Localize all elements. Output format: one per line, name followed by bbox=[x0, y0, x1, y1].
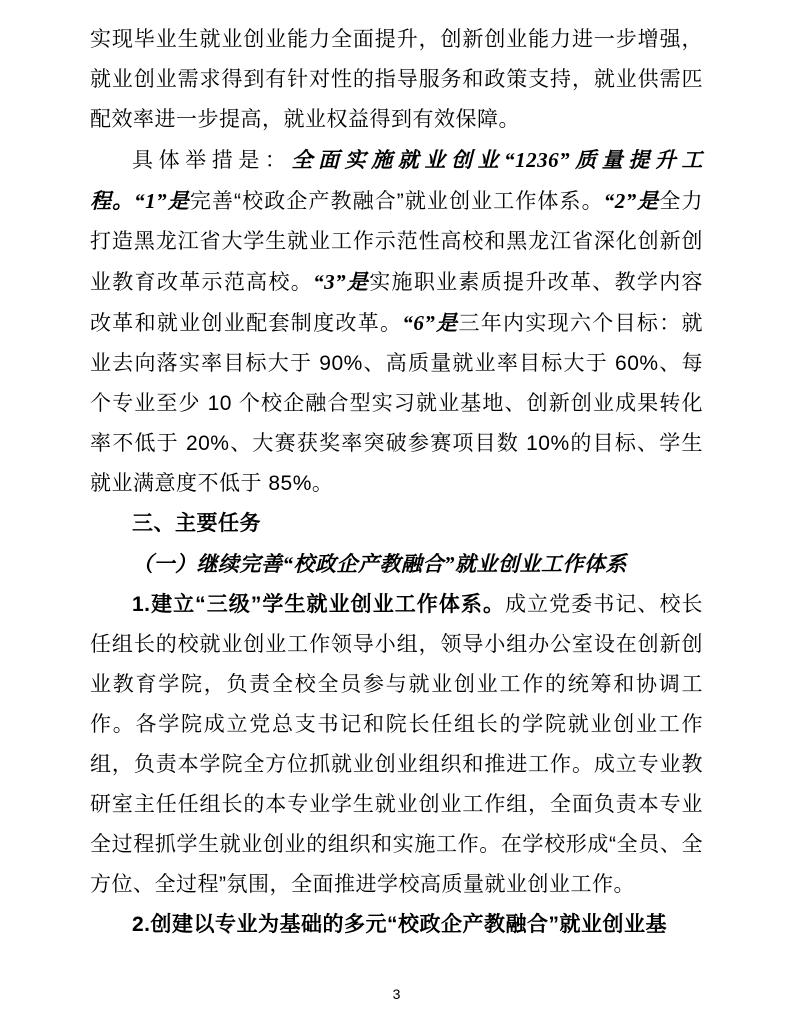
task-2-paragraph bbox=[90, 905, 703, 945]
text-segment: 1.建立“三级”学生就业创业工作体系。 bbox=[132, 593, 506, 616]
measures-paragraph bbox=[90, 140, 703, 504]
text-segment: 全面实施就业创业“1236”质量提升工程。“1”是 bbox=[90, 148, 704, 213]
text-segment: 完善“校政企产教融合”就业创业工作体系。 bbox=[189, 190, 604, 213]
text-segment: 实施职业素质提升改革、教学内容改革和就业创业配套制度改革。 bbox=[90, 271, 704, 335]
text-segment: “3”是 bbox=[313, 270, 370, 294]
subsection-heading-one bbox=[90, 544, 703, 585]
text-segment: 成立党委书记、校长任组长的校就业创业工作领导小组，领导小组办公室设在创新创业教育学院，负责全校全员参与就业创业工作的统筹和协调工作。各学院成立党总支书记和院长任组长的学院就业创业工作组，负责本学院全方位抓就业创业组织和推进工作。成立专业教研室主任任组长的本专业学生就业创业工作组，全面负责本专业全过程抓学生就业创业的组织和实施工作。在学校形成“全员、全方位、全过程”氛围，全面推进学校高质量就业创业工作。 bbox=[90, 593, 704, 896]
section-heading-three bbox=[90, 504, 703, 544]
text-segment: 2.创建以专业为基础的多元“校政企产教融合”就业创业基 bbox=[132, 913, 668, 936]
page-number: 3 bbox=[392, 986, 401, 1002]
document-body bbox=[90, 20, 703, 945]
text-segment: （一）继续完善“校政企产教融合”就业创业工作体系 bbox=[132, 552, 627, 576]
text-segment: “6”是 bbox=[402, 311, 459, 335]
text-segment: “2”是 bbox=[603, 189, 660, 213]
page-footer bbox=[0, 985, 793, 1003]
task-1-paragraph bbox=[90, 585, 703, 905]
text-segment: 具体举措是： bbox=[132, 149, 292, 172]
text-segment: 三年内实现六个目标：就业去向落实率目标大于 90%、高质量就业率目标大于 60%、每个专业至少 10 个校企融合型实习就业基地、创新创业成果转化率不低于 20%、大赛获奖率突破参赛项目数 10%的目标、学生就业满意度不低于 85%。 bbox=[90, 312, 704, 495]
text-segment: 实现毕业生就业创业能力全面提升，创新创业能力进一步增强，就业创业需求得到有针对性的指导服务和政策支持，就业供需匹配效率进一步提高，就业权益得到有效保障。 bbox=[90, 28, 703, 131]
goals-paragraph-continuation bbox=[90, 20, 703, 140]
text-segment: 三、主要任务 bbox=[132, 512, 261, 535]
text-segment: 全力打造黑龙江省大学生就业工作示范性高校和黑龙江省深化创新创业教育改革示范高校。 bbox=[90, 190, 703, 294]
